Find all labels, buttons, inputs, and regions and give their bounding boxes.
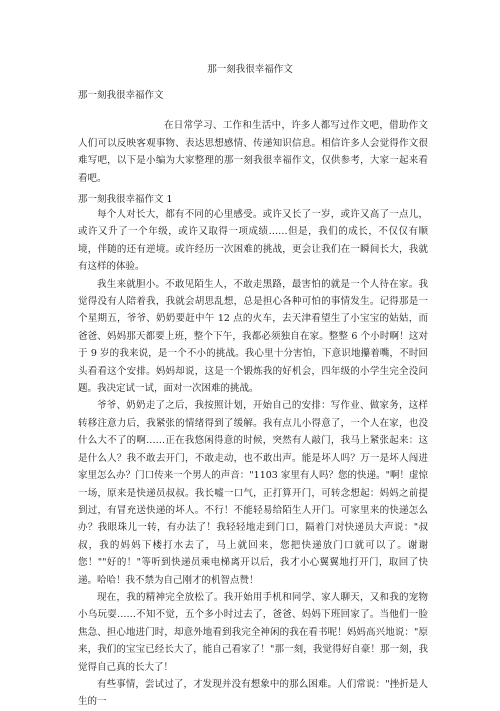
paragraph-2: 我生来就胆小。不敢见陌生人，不敢走黑路，最害怕的就是一个人待在家。我觉得没有人陪着我，我就会胡思乱想，总是担心各种可怕的事情发生。记得那是一个星期五，爷爷、奶奶要赶中午 12 点的火车，去天津看望生了小宝宝的姑姑，而爸爸、妈妈那天都要上班，整个下午，我都必须独自在家。整整 6 个小时啊！这对于 9 岁的我来说，是一个不小的挑战。我心里十分害怕，下意识地攥着嘴，不时回头看看这个安排。妈妈却说，这是一个锻炼我的好机会，四年级的小学生完全没问题。我决定试一试，面对一次困难的挑战。 <box>78 278 428 395</box>
intro-paragraph: 在日常学习、工作和生活中，许多人都写过作文吧，借助作文人们可以反映客观事物、表达思想感情、传递知识信息。相信许多人会觉得作文很难写吧，以下是小编为大家整理的那一刻我很幸福作文，仅供参考，大家一起来看看吧。 <box>78 120 428 184</box>
document-title: 那一刻我很幸福作文 <box>207 64 293 75</box>
paragraph-5: 有些事情，尝试过了，才发现并没有想象中的那么困难。人们常说："挫折是人生的一 <box>78 678 428 708</box>
paragraph-3: 爷爷、奶奶走了之后，我按照计划，开始自己的安排：写作业、做家务，这样转移注意力后，我紧张的情绪得到了缓解。我有点儿小得意了，一个人在家，也没什么大不了的啊……正在我悠闲得意的时候，突然有人敲门，我马上紧张起来：这是什么人？我不敢去开门，不敢走动，也不敢出声。能是坏人吗？万一是坏人闯进家里怎么办？门口传来一个男人的声音："1103 家里有人吗？您的快递。"啊！虚惊一场，原来是快递员叔叔。我长嘘一口气，正打算开门，可转念想起：妈妈之前提到过，有冒充送快递的坏人。不行！不能轻易给陌生人开门。可家里来的快递怎么办？我眼珠儿一转，有办法了！我轻轻地走到门口，隔着门对快递员大声说："叔叔，我的妈妈下楼打水去了，马上就回来，您把快递放门口就可以了。谢谢您！""好的！"等听到快递员乘电梯离开以后，我才小心翼翼地打开门，取回了快递。哈哈！我不禁为自己刚才的机智点赞！ <box>78 400 428 586</box>
section-heading: 那一刻我很幸福作文 1 <box>78 194 173 205</box>
document-subtitle: 那一刻我很幸福作文 <box>78 90 164 101</box>
essay-body <box>78 206 428 711</box>
paragraph-4: 现在，我的精神完全放松了。我开始用手机和同学、家人聊天，又和我的宠物小乌玩耍……不知不觉，五个多小时过去了，爸爸、妈妈下班回家了。当他们一脸焦急、担心地进门时，却意外地看到我完全神闲的我在看书呢！妈妈高兴地说："原来，我们的宝宝已经长大了，能自己看家了！"那一刻，我觉得好自豪！那一刻，我觉得自己真的长大了！ <box>78 591 428 673</box>
paragraph-1: 每个人对长大，都有不同的心里感受。或许又长了一岁，或许又高了一点儿，或许又升了一个年级，或许又取得一项成绩……但是，我们的成长，不仅仅有顺境，伴随的还有逆境。或许经历一次困难的挑战，更会让我们在一瞬间长大，我就有这样的体验。 <box>78 209 428 273</box>
